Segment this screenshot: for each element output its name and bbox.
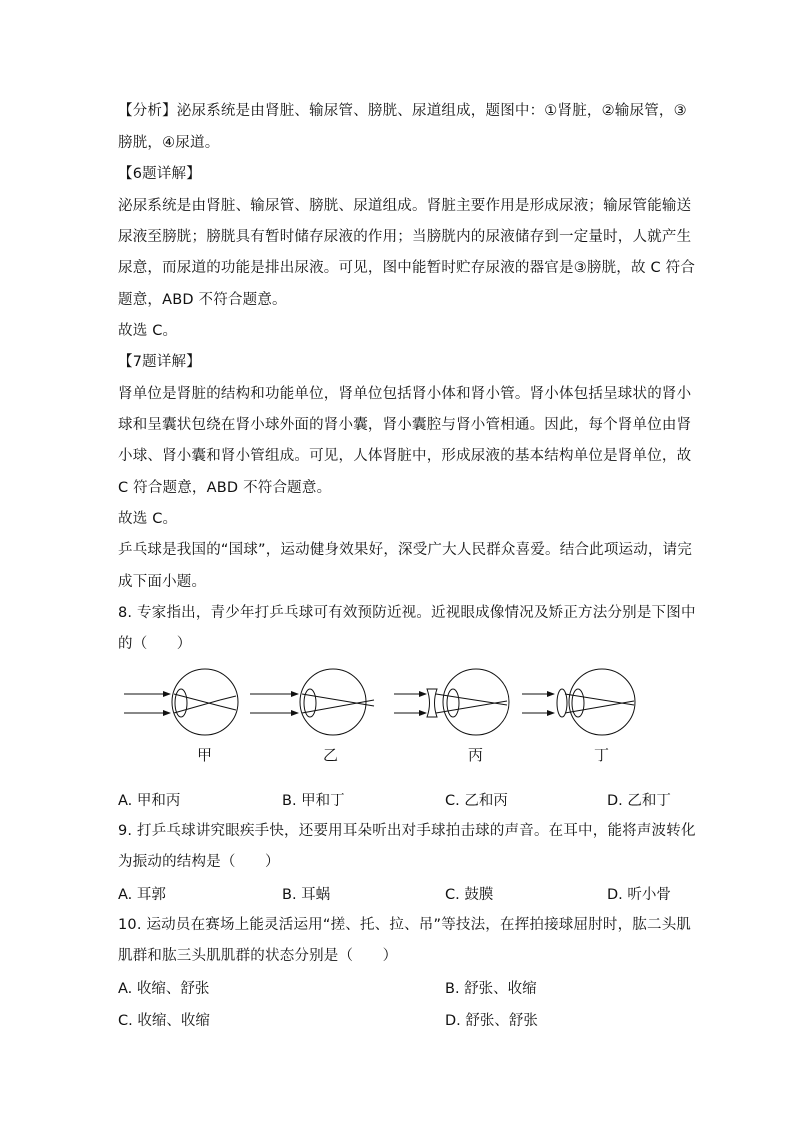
- q9-line-2: 为振动的结构是（ ）: [118, 854, 280, 870]
- q10-option-c: C. 收缩、收缩: [118, 1013, 210, 1029]
- intro-line-1: 乒乓球是我国的“国球”，运动健身效果好，深受广大人民群众喜爱。结合此项运动，请完: [118, 542, 693, 558]
- q7-header: 【7题详解】: [118, 354, 201, 370]
- figure-label-jia: 甲: [197, 746, 213, 764]
- q6-line-4: 题意，ABD 不符合题意。: [118, 292, 287, 308]
- q7-line-3: 小球、肾小囊和肾小管组成。可见，人体肾脏中，形成尿液的基本结构单位是肾单位，故: [118, 448, 692, 464]
- q7-answer: 故选 C。: [118, 511, 178, 527]
- intro-line-2: 成下面小题。: [118, 574, 207, 590]
- q9-line-1: 9. 打乒乓球讲究眼疾手快，还要用耳朵听出对手球拍击球的声音。在耳中，能将声波转化: [118, 823, 696, 839]
- q9-option-c: C. 鼓膜: [445, 887, 494, 903]
- q7-line-1: 肾单位是肾脏的结构和功能单位，肾单位包括肾小体和肾小管。肾小体包括呈球状的肾小: [118, 386, 692, 402]
- figure-label-bing: 丙: [468, 746, 484, 764]
- q10-option-b: B. 舒张、收缩: [445, 981, 537, 997]
- q10-line-2: 肌群和肱三头肌肌群的状态分别是（ ）: [118, 948, 398, 964]
- q10-option-d: D. 舒张、舒张: [445, 1013, 538, 1029]
- eye-diagram-yi: [250, 669, 374, 735]
- q8-line-1: 8. 专家指出，青少年打乒乓球可有效预防近视。近视眼成像情况及矫正方法分别是下图中: [118, 605, 696, 621]
- q7-line-4: C 符合题意，ABD 不符合题意。: [118, 480, 332, 496]
- q9-option-a: A. 耳郭: [118, 887, 166, 903]
- q7-line-2: 球和呈囊状包绕在肾小球外面的肾小囊，肾小囊腔与肾小管相通。因此，每个肾单位由肾: [118, 417, 692, 433]
- q10-line-1: 10. 运动员在赛场上能灵活运用“搓、托、拉、吊”等技法，在挥拍接球屈肘时，肱二头肌: [118, 917, 692, 933]
- q8-option-d: D. 乙和丁: [607, 793, 671, 809]
- q8-option-a: A. 甲和丙: [118, 793, 181, 809]
- figure-label-ding: 丁: [594, 746, 610, 764]
- q10-option-a: A. 收缩、舒张: [118, 981, 210, 997]
- q6-answer: 故选 C。: [118, 323, 178, 339]
- eye-diagrams-figure: [110, 662, 650, 738]
- q8-option-b: B. 甲和丁: [282, 793, 345, 809]
- q6-line-1: 泌尿系统是由肾脏、输尿管、膀胱、尿道组成。肾脏主要作用是形成尿液；输尿管能输送: [118, 198, 692, 214]
- analysis-line-2: 膀胱，④尿道。: [118, 135, 220, 151]
- q9-option-d: D. 听小骨: [607, 887, 671, 903]
- analysis-line-1: 【分析】泌尿系统是由肾脏、输尿管、膀胱、尿道组成，题图中：①肾脏，②输尿管，③: [118, 103, 687, 119]
- q8-line-2: 的（ ）: [118, 636, 192, 652]
- eye-diagram-bing: [394, 669, 509, 735]
- eye-diagram-ding: [522, 669, 635, 735]
- q6-line-3: 尿意，而尿道的功能是排出尿液。可见，图中能暂时贮存尿液的器官是③膀胱，故 C 符合: [118, 260, 696, 276]
- q6-line-2: 尿液至膀胱；膀胱具有暂时储存尿液的作用；当膀胱内的尿液储存到一定量时，人就产生: [118, 229, 692, 245]
- eye-diagram-jia: [124, 669, 238, 735]
- q8-option-c: C. 乙和丙: [445, 793, 508, 809]
- q9-option-b: B. 耳蜗: [282, 887, 331, 903]
- q6-header: 【6题详解】: [118, 166, 201, 182]
- figure-label-yi: 乙: [323, 746, 339, 764]
